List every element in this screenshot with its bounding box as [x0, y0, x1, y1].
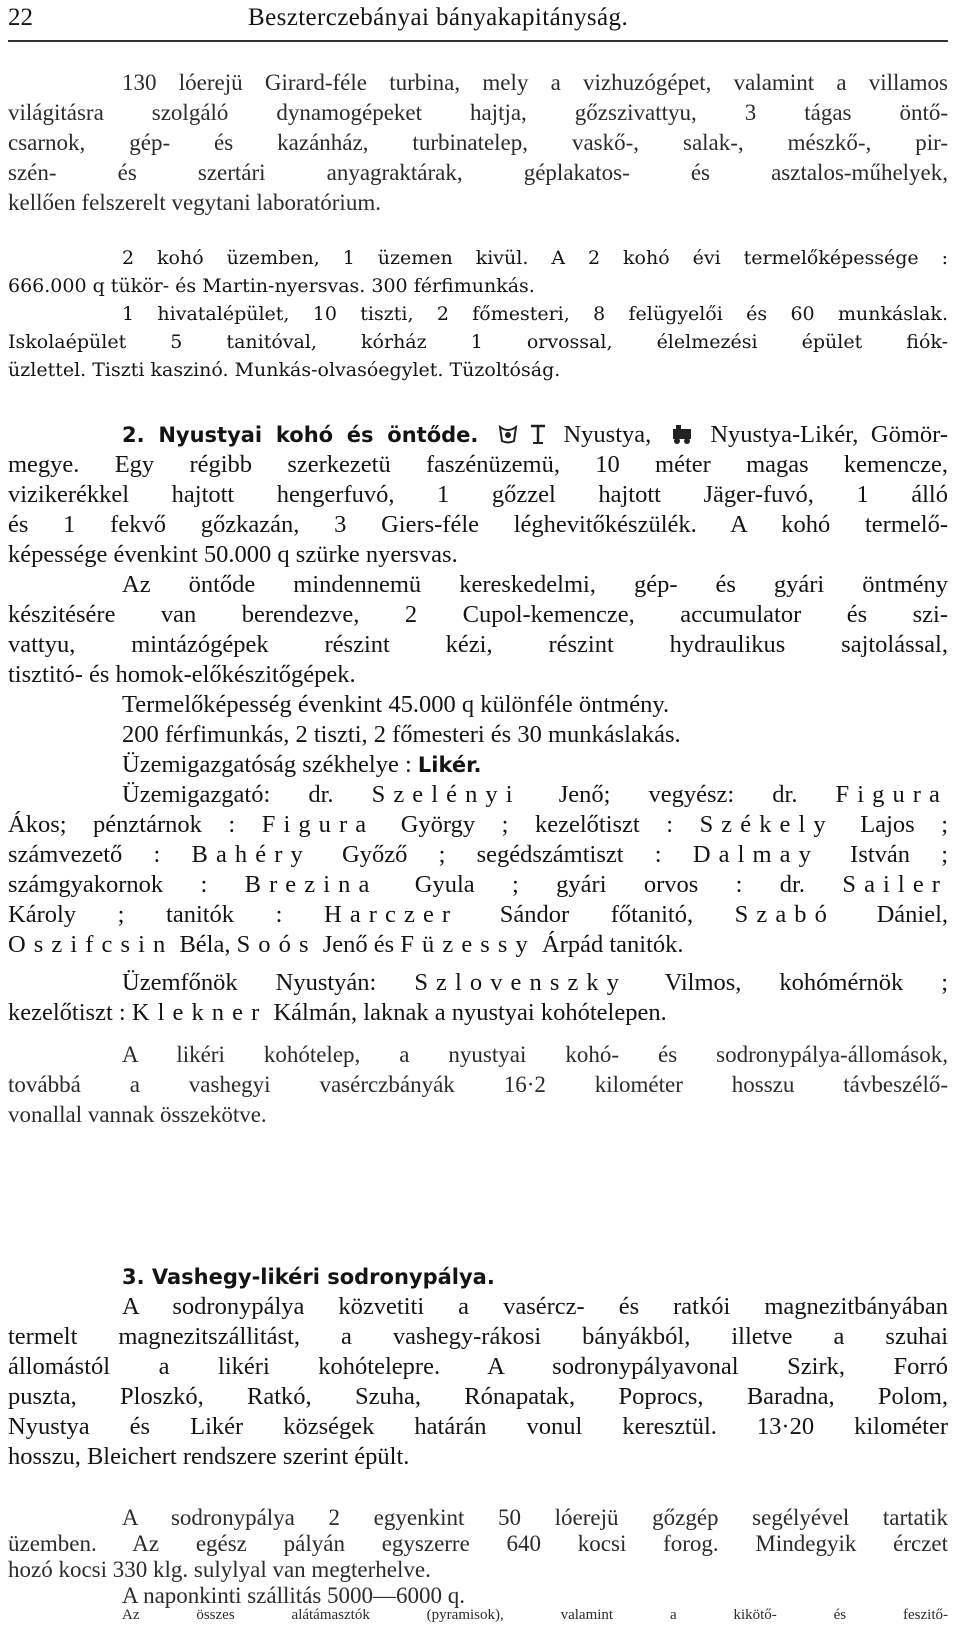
person-name: Szabó [734, 901, 835, 928]
text-line: és 1 fekvő gőzkazán, 3 Giers-féle léghevitőkészülék. A kohó termelő- [8, 511, 948, 538]
person-name: Szelényi [371, 781, 521, 808]
text-line: vattyu, mintázógépek részint kézi, részint hydraulikus sajtolással, [8, 631, 948, 658]
seat-line [122, 750, 948, 780]
text-line: tisztitó- és homok-előkészitőgépek. [8, 661, 356, 688]
person-name: Székely [699, 811, 834, 838]
section-heading-line [122, 420, 948, 450]
person-name: Dalmay [692, 841, 819, 868]
text-line: 200 férfimunkás, 2 tiszti, 2 főmesteri és 30 munkáslakás. [122, 721, 681, 748]
seat-label: Üzemigazgatóság székhelye : [122, 751, 412, 778]
person-name: Soós [236, 931, 317, 958]
text-line: termelt magnezitszállitást, a vashegy-rákosi bányákból, illetve a szuhai [8, 1323, 948, 1350]
text-line: csarnok, gép- és kazánház, turbinatelep, vaskő-, salak-, mészkő-, pir- [8, 130, 948, 155]
post-place: Nyustya, [563, 421, 652, 448]
staff-line: kezelőtiszt : Klekner Kálmán, laknak a nyustyai kohótelepen. [8, 999, 667, 1026]
person-name: Füzessy [400, 931, 536, 958]
text-line: továbbá a vashegyi vasérczbányák 16·2 kilométer hosszu távbeszélő- [8, 1072, 948, 1097]
text-line: kellően felszerelt vegytani laboratórium. [8, 190, 381, 215]
text-line: 1 hivatalépület, 10 tiszti, 2 főmesteri, 8 felügyelői és 60 munkáslak. [122, 303, 948, 325]
page-header [8, 4, 948, 38]
railway-station-icon [670, 423, 694, 450]
person-name: Figura [835, 781, 948, 808]
section-heading: 2. Nyustyai kohó és öntőde. [122, 423, 479, 447]
text-line: hosszu, Bleichert rendszere szerint épült. [8, 1443, 410, 1470]
post-office-icon [497, 423, 519, 450]
section-heading-line [122, 1262, 948, 1292]
text-line: vizikerékkel hajtott hengerfuvó, 1 gőzzel hajtott Jäger-fuvó, 1 álló [8, 481, 948, 508]
text-line: Az összes alátámasztók (pyramisok), valamint a kikötő- és feszitő- [122, 1607, 948, 1623]
text-line: világitásra szolgáló dynamogépeket hajtja, gőzszivattyu, 3 tágas öntő- [8, 100, 948, 125]
text-line: Nyustya és Likér községek határán vonul keresztül. 13·20 kilométer [8, 1413, 948, 1440]
staff-line: Károly ; tanitók : Harczer Sándor főtanitó, Szabó Dániel, [8, 901, 948, 928]
text-line: A sodronypálya 2 egyenkint 50 lóerejü gőzgép segélyével tartatik [122, 1505, 948, 1530]
person-name: Klekner [131, 999, 268, 1026]
staff-line: Ákos; pénztárnok : Figura György ; kezelőtiszt : Székely Lajos ; [8, 811, 948, 838]
staff-line: számgyakornok : Brezina Gyula ; gyári orvos : dr. Sailer [8, 871, 948, 898]
text-line: 666.000 q tükör- és Martin-nyersvas. 300 férfimunkás. [8, 275, 535, 297]
person-name: Oszifcsin [8, 931, 174, 958]
person-name: Harczer [324, 901, 459, 928]
text-line: Az öntőde mindennemü kereskedelmi, gép- és gyári öntmény [122, 571, 948, 598]
text-line: készitésére van berendezve, 2 Cupol-kemencze, accumulator és szi- [8, 601, 948, 628]
text-line: A sodronypálya közvetiti a vasércz- és ratkói magnezitbányában [122, 1293, 948, 1320]
text-line: puszta, Ploszkó, Ratkó, Szuha, Rónapatak, Poprocs, Baradna, Polom, [8, 1383, 948, 1410]
page-number: 22 [8, 4, 33, 31]
person-name: Figura [261, 811, 375, 838]
text-line: képessége évenkint 50.000 q szürke nyersvas. [8, 541, 458, 568]
station-place: Nyustya-Likér, Gömör- [710, 421, 948, 448]
text-line: üzemben. Az egész pályán egyszerre 640 kocsi forog. Mindegyik érczet [8, 1531, 948, 1556]
staff-line: számvezető : Bahéry Győző ; segédszámtiszt : Dalmay István ; [8, 841, 948, 868]
person-name: Szlovenszky [414, 969, 628, 996]
person-name: Brezina [244, 871, 378, 898]
text-line: A naponkinti szállitás 5000—6000 q. [122, 1583, 466, 1608]
seat-value: Likér. [417, 753, 482, 777]
text-line: állomástól a likéri kohótelepre. A sodronypályavonal Szirk, Forró [8, 1353, 948, 1380]
running-title: Beszterczebányai bányakapitányság. [248, 4, 629, 31]
person-name: Sailer [842, 871, 948, 898]
telegraph-icon [529, 423, 547, 450]
text-line: vonallal vannak összekötve. [8, 1102, 267, 1127]
text-line: 130 lóerejü Girard-féle turbina, mely a vizhuzógépet, valamint a villamos [122, 70, 948, 95]
text-line: 2 kohó üzemben, 1 üzemen kivül. A 2 kohó évi termelőképessége : [122, 247, 948, 269]
staff-line: Oszifcsin Béla, Soós Jenő és Füzessy Árpád tanitók. [8, 931, 684, 958]
person-name: Bahéry [191, 841, 311, 868]
text-line: Termelőképesség évenkint 45.000 q különféle öntmény. [122, 691, 670, 718]
text-line: hozó kocsi 330 klg. sulylyal van megterhelve. [8, 1557, 431, 1582]
text-line: üzlettel. Tiszti kaszinó. Munkás-olvasóegylet. Tüzoltóság. [8, 359, 561, 381]
staff-line: Üzemigazgató: dr. Szelényi Jenő; vegyész: dr. Figura [122, 781, 948, 808]
staff-line: Üzemfőnök Nyustyán: Szlovenszky Vilmos, kohómérnök ; [122, 969, 948, 996]
text-line: A likéri kohótelep, a nyustyai kohó- és sodronypálya-állomások, [122, 1042, 948, 1067]
section-heading: 3. Vashegy-likéri sodronypálya. [122, 1265, 495, 1289]
text-line: megye. Egy régibb szerkezetü faszénüzemü, 10 méter magas kemencze, [8, 451, 948, 478]
header-rule [8, 40, 948, 42]
text-line: szén- és szertári anyagraktárak, géplakatos- és asztalos-műhelyek, [8, 160, 948, 185]
text-line: Iskolaépület 5 tanitóval, kórház 1 orvossal, élelmezési épület fiók- [8, 331, 948, 353]
